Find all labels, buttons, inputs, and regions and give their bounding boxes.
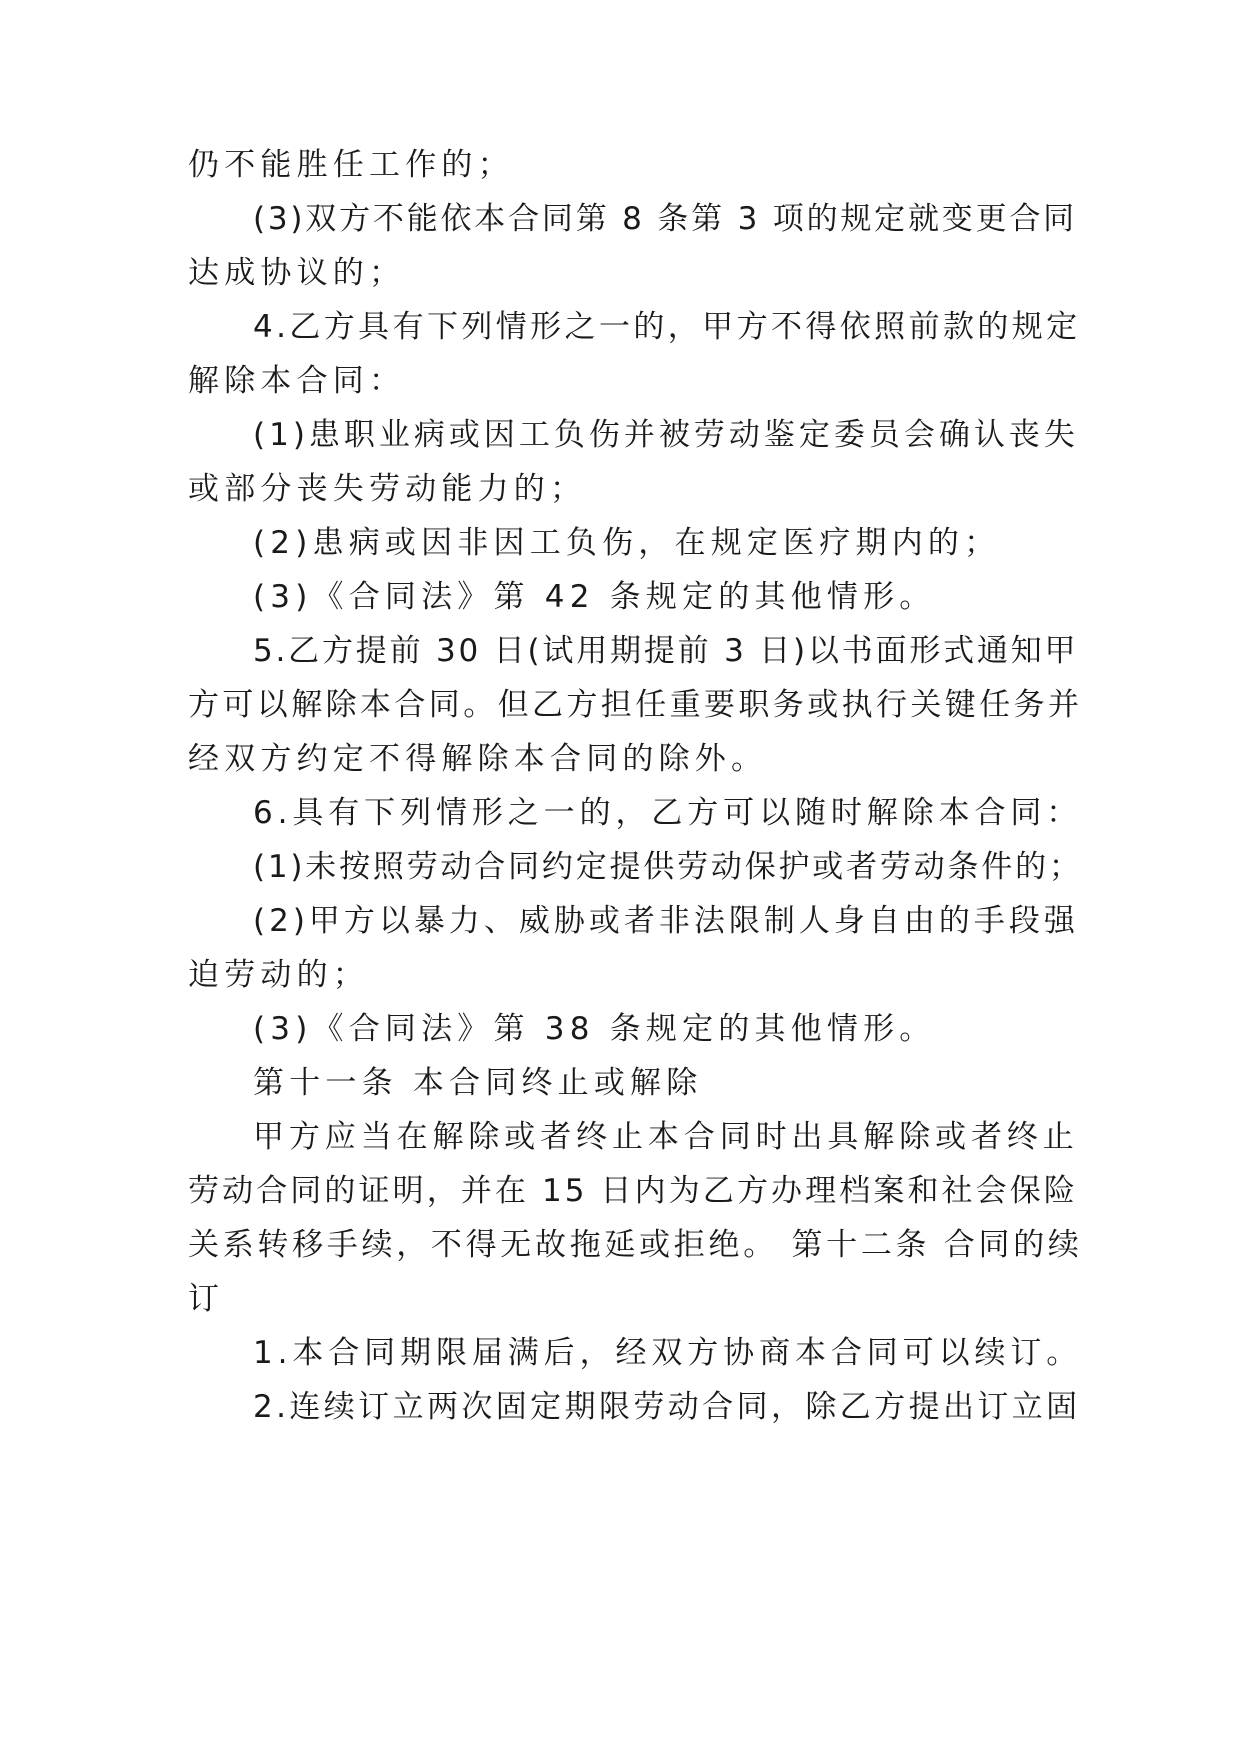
text-line: 1.本合同期限届满后，经双方协商本合同可以续订。 bbox=[253, 1335, 1083, 1371]
text-line: 方可以解除本合同。但乙方担任重要职务或执行关键任务并 bbox=[188, 687, 1083, 723]
text-line: (3)《合同法》第 38 条规定的其他情形。 bbox=[253, 1011, 936, 1047]
text-line: (3)《合同法》第 42 条规定的其他情形。 bbox=[253, 579, 936, 615]
text-line: 经双方约定不得解除本合同的除外。 bbox=[188, 741, 768, 777]
text-line: (1)未按照劳动合同约定提供劳动保护或者劳动条件的； bbox=[253, 849, 1083, 885]
text-line: (3)双方不能依本合同第 8 条第 3 项的规定就变更合同 bbox=[253, 201, 1077, 237]
text-line: 订 bbox=[188, 1281, 225, 1317]
text-line: 6.具有下列情形之一的，乙方可以随时解除本合同： bbox=[253, 795, 1083, 831]
text-line: 劳动合同的证明，并在 15 日内为乙方办理档案和社会保险 bbox=[188, 1173, 1078, 1209]
text-line: 达成协议的； bbox=[188, 255, 406, 291]
text-line: 4.乙方具有下列情形之一的，甲方不得依照前款的规定 bbox=[253, 309, 1081, 345]
text-line: 解除本合同： bbox=[188, 363, 406, 399]
text-line: 或部分丧失劳动能力的； bbox=[188, 471, 587, 507]
text-line: (2)患病或因非因工负伤，在规定医疗期内的； bbox=[253, 525, 1001, 561]
text-line: 5.乙方提前 30 日(试用期提前 3 日)以书面形式通知甲 bbox=[253, 633, 1079, 669]
text-line: 仍不能胜任工作的； bbox=[188, 147, 514, 183]
text-line: 迫劳动的； bbox=[188, 957, 369, 993]
text-line: (1)患职业病或因工负伤并被劳动鉴定委员会确认丧失 bbox=[253, 417, 1079, 453]
text-line: (2)甲方以暴力、威胁或者非法限制人身自由的手段强 bbox=[253, 903, 1079, 939]
section-heading: 第十一条 本合同终止或解除 bbox=[253, 1065, 703, 1101]
text-line: 2.连续订立两次固定期限劳动合同，除乙方提出订立固 bbox=[253, 1389, 1081, 1425]
text-line: 关系转移手续，不得无故拖延或拒绝。 第十二条 合同的续 bbox=[188, 1227, 1083, 1263]
text-line: 甲方应当在解除或者终止本合同时出具解除或者终止 bbox=[253, 1119, 1079, 1155]
